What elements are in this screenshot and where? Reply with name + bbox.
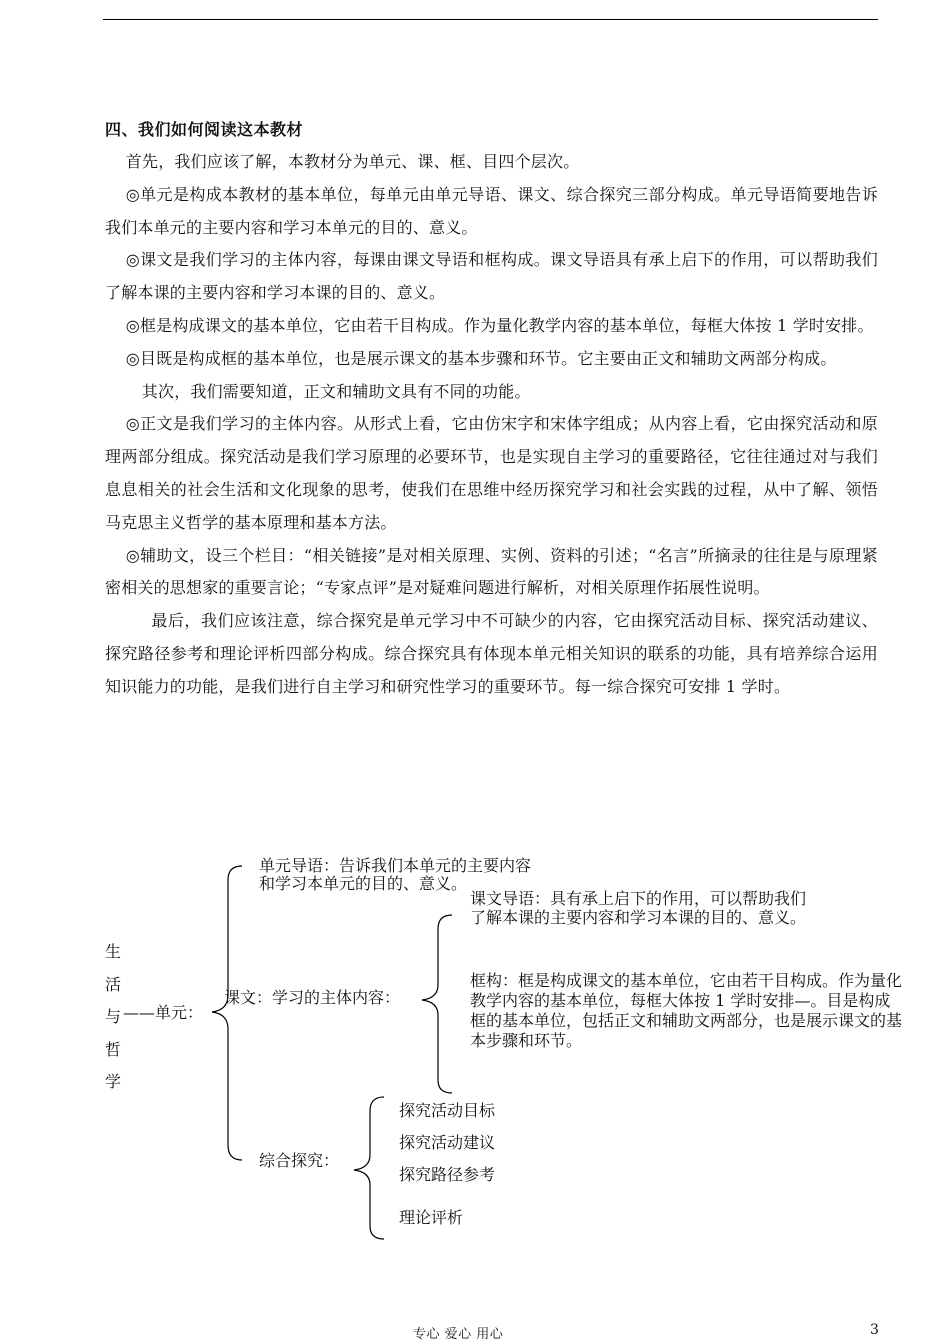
unit-intro-line2: 和学习本单元的目的、意义。 (259, 874, 468, 893)
inquiry-brace (354, 1097, 384, 1239)
inquiry-item: 探究活动建议 (399, 1133, 496, 1152)
lesson-intro-line1: 课文导语：具有承上启下的作用，可以帮助我们 (470, 889, 807, 908)
inquiry-label: 综合探究： (259, 1151, 340, 1170)
section-heading: 四、我们如何阅读这本教材 (105, 120, 304, 139)
paragraph-levels: 首先，我们应该了解，本教材分为单元、课、框、目四个层次。 (125, 152, 580, 171)
root-char: 生 (105, 942, 122, 961)
paragraph-frame: ◎框是构成课文的基本单位，它由若干目构成。作为量化教学内容的基本单位，每框大体按 1 学时安排。 (125, 315, 874, 335)
paragraph-main-text: ◎正文是我们学习的主体内容。从形式上看，它由仿宋字和宋体字组成；从内容上看，它由探究活动和原理两部分组成。探究活动是我们学习原理的必要环节，也是实现自主学习的重要路径，它往往通过对与我们息息相关的社会生活和文化现象的思考，使我们在思维中经历探究学习和社会实践的过程，从中了解、领悟马克思主义哲学的基本原理和基本方法。 (105, 414, 878, 532)
diagram-root (105, 936, 125, 1099)
page-number: 3 (870, 1322, 879, 1338)
paragraph-unit: ◎单元是构成本教材的基本单位，每单元由单元导语、课文、综合探究三部分构成。单元导语简要地告诉我们本单元的主要内容和学习本单元的目的、意义。 (105, 184, 878, 237)
page-footer: 专心 爱心 用心 (413, 1327, 504, 1342)
lesson-brace (422, 915, 452, 1093)
inquiry-item: 探究路径参考 (399, 1165, 496, 1184)
unit-brace (212, 866, 242, 1160)
paragraph-auxiliary-text: ◎辅助文，设三个栏目：“相关链接”是对相关原理、实例、资料的引述；“名言”所摘录的往往是与原理紧密相关的思想家的重要言论；“专家点评”是对疑难问题进行解析，对相关原理作拓展性说明。 (105, 545, 878, 598)
paragraph-functions: 其次，我们需要知道，正文和辅助文具有不同的功能。 (141, 381, 531, 401)
paragraph-lesson: ◎课文是我们学习的主体内容，每课由课文导语和框构成。课文导语具有承上启下的作用，可以帮助我们了解本课的主要内容和学习本课的目的、意义。 (105, 250, 878, 303)
lesson-label: 课文：学习的主体内容： (224, 988, 401, 1007)
paragraph-item: ◎目既是构成框的基本单位，也是展示课文的基本步骤和环节。它主要由正文和辅助文两部分构成。 (125, 348, 837, 368)
inquiry-item: 理论评析 (399, 1208, 464, 1227)
unit-label: ——单元： (123, 1003, 204, 1022)
root-char: 活 (105, 974, 122, 994)
paragraph-comprehensive-inquiry: 最后，我们应该注意，综合探究是单元学习中不可缺少的内容，它由探究活动目标、探究活动建议、探究路径参考和理论评析四部分构成。综合探究具有体现本单元相关知识的联系的功能，具有培养综合运用知识能力的功能，是我们进行自主学习和研究性学习的重要环节。每一综合探究可安排 1 学时。 (105, 611, 878, 696)
inquiry-item: 探究活动目标 (399, 1101, 496, 1120)
unit-intro-line1: 单元导语：告诉我们本单元的主要内容 (259, 856, 532, 875)
frame-description: 框构：框是构成课文的基本单位，它由若干目构成。作为量化教学内容的基本单位，每框大体按 1 学时安排—。目是构成框的基本单位，包括正文和辅助文两部分，也是展示课文的基本步骤和环节。 (470, 971, 903, 1050)
root-char: 学 (105, 1072, 122, 1092)
root-char: 与 (105, 1007, 122, 1027)
root-char: 哲 (105, 1039, 122, 1059)
lesson-intro-line2: 了解本课的主要内容和学习本课的目的、意义。 (470, 908, 807, 927)
